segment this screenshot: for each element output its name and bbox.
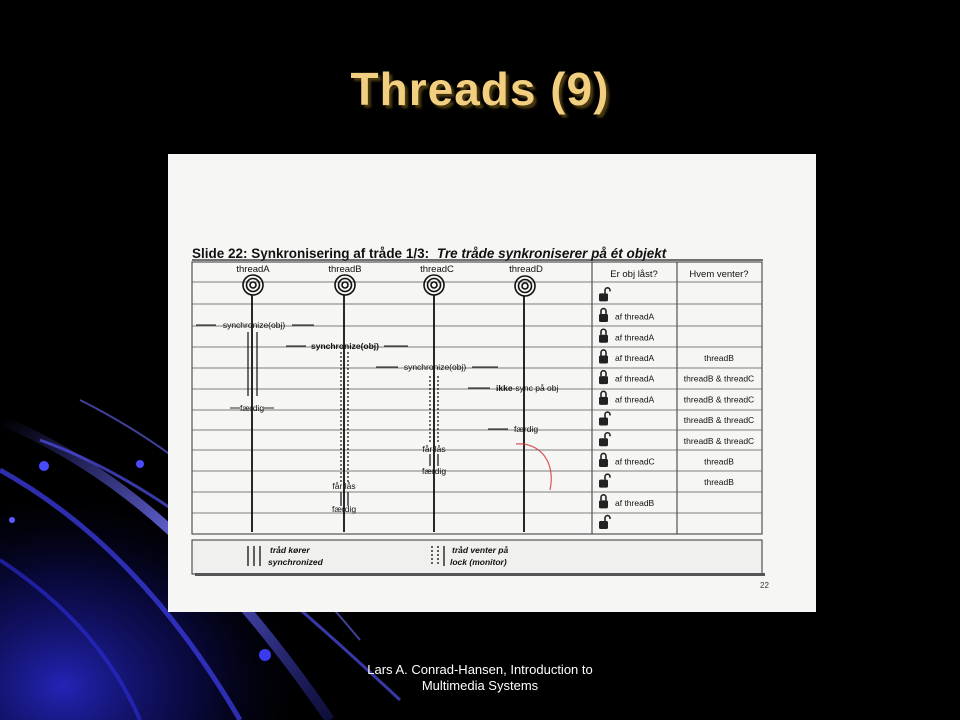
thread-header-b: threadB bbox=[328, 264, 362, 275]
locked-padlock-icon bbox=[599, 309, 608, 323]
footer-line: Lars A. Conrad-Hansen, Introduction to bbox=[367, 662, 593, 677]
thread-header-c: threadC bbox=[420, 264, 454, 275]
unlocked-padlock-icon bbox=[599, 516, 610, 530]
legend-waiting-line2: lock (monitor) bbox=[450, 557, 507, 567]
spiral-icon bbox=[424, 275, 444, 295]
legend-running-line2: synchronized bbox=[268, 557, 323, 567]
footer-line: Multimedia Systems bbox=[421, 678, 539, 693]
unlocked-padlock-icon bbox=[599, 474, 610, 488]
locked-padlock-icon bbox=[599, 391, 608, 405]
locked-padlock-icon bbox=[599, 371, 608, 385]
thread-timelines bbox=[248, 295, 524, 532]
synchronization-diagram bbox=[168, 154, 816, 612]
event-label-ikke-sync: ikke-sync på obj bbox=[496, 383, 559, 393]
unlocked-padlock-icon bbox=[599, 412, 610, 426]
event-label: færdig bbox=[421, 466, 447, 476]
spiral-icon bbox=[243, 275, 263, 295]
thread-header-a: threadA bbox=[236, 264, 270, 275]
locked-padlock-icon bbox=[599, 350, 608, 364]
waiting-threads-cell: threadB & threadC bbox=[683, 435, 755, 446]
waiting-threads-cell: threadB bbox=[704, 456, 734, 467]
event-label: synchronize(obj) bbox=[222, 320, 286, 330]
spiral-icon bbox=[335, 275, 355, 295]
lock-owner-cell: af threadA bbox=[615, 332, 655, 343]
lock-owner-cell: af threadA bbox=[615, 352, 655, 363]
event-label: færdig bbox=[239, 403, 265, 413]
legend-waiting-line1: tråd venter på bbox=[452, 545, 509, 555]
slide-title: Threads (9) bbox=[350, 63, 610, 115]
page-number: 22 bbox=[760, 581, 769, 590]
thread-header-d: threadD bbox=[509, 264, 543, 275]
annotation-arc bbox=[516, 444, 551, 490]
event-label: færdig bbox=[331, 504, 357, 514]
lock-owner-cell: af threadA bbox=[615, 311, 655, 322]
waiting-threads-cell: threadB bbox=[704, 477, 734, 488]
event-label: færdig bbox=[513, 424, 539, 434]
waiting-column-header: Hvem venter? bbox=[689, 269, 749, 280]
waiting-threads-cell: threadB & threadC bbox=[683, 394, 755, 405]
footer-text bbox=[330, 662, 630, 694]
scanned-diagram bbox=[168, 154, 816, 612]
unlocked-padlock-icon bbox=[599, 288, 610, 302]
lock-owner-cell: af threadB bbox=[615, 497, 655, 508]
locked-column-header: Er obj låst? bbox=[610, 269, 658, 280]
locked-padlock-icon bbox=[599, 495, 608, 508]
waiting-threads-cell: threadB bbox=[704, 352, 734, 363]
legend-running-line1: tråd kører bbox=[270, 545, 310, 555]
lock-owner-cell: af threadA bbox=[615, 394, 655, 405]
waiting-threads-cell: threadB & threadC bbox=[683, 373, 755, 384]
waiting-threads-cell: threadB & threadC bbox=[683, 415, 755, 426]
spiral-icon bbox=[515, 276, 535, 296]
event-label: synchronize(obj) bbox=[403, 362, 467, 372]
event-label: får lås bbox=[332, 481, 356, 491]
locked-padlock-icon bbox=[599, 453, 608, 467]
locked-padlock-icon bbox=[599, 329, 608, 343]
lock-owner-cell: af threadC bbox=[615, 456, 655, 467]
diagram-heading: Slide 22: Synkronisering af tråde 1/3: Tre tråde synkroniserer på ét objekt bbox=[192, 246, 667, 261]
lock-owner-cell: af threadA bbox=[615, 373, 655, 384]
event-label: får lås bbox=[422, 444, 446, 454]
unlocked-padlock-icon bbox=[599, 433, 610, 447]
event-label: synchronize(obj) bbox=[310, 341, 380, 351]
